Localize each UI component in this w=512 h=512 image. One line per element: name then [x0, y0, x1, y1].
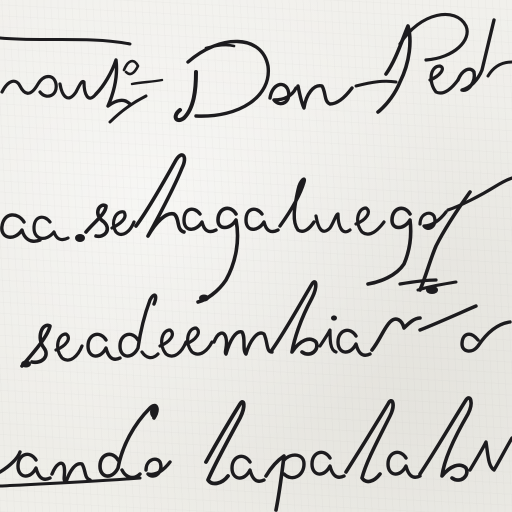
ink-line-3: [21, 280, 510, 368]
ink-line-4: [0, 398, 512, 510]
ink-line-1: [0, 14, 512, 122]
